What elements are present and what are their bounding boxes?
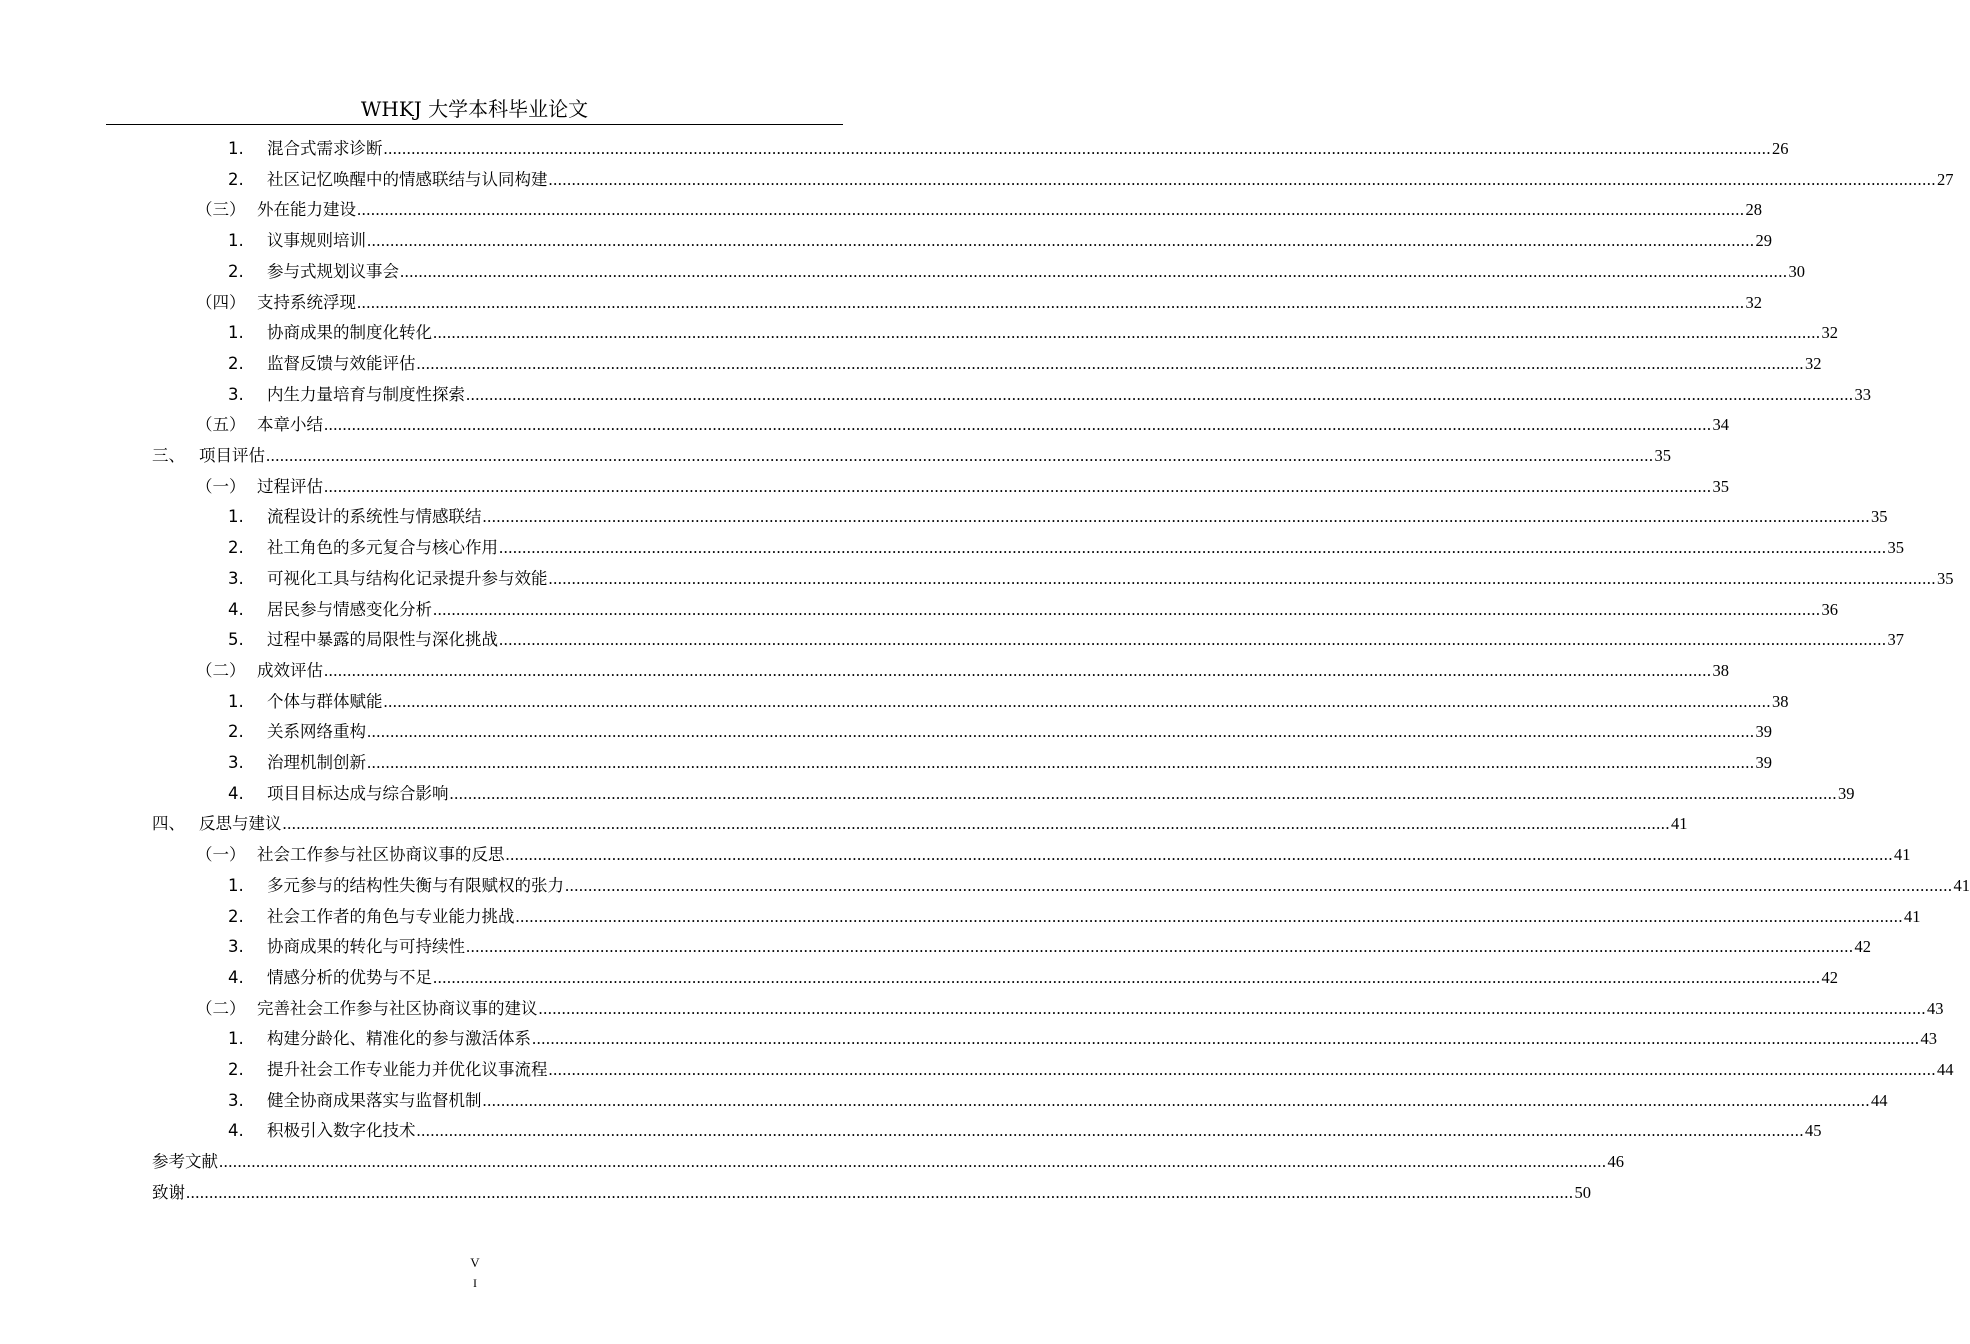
toc-page-number: 38 — [1712, 660, 1729, 680]
toc-page-number: 35 — [1887, 538, 1904, 558]
toc-entry-title: 项目目标达成与综合影响 — [267, 783, 449, 803]
toc-page-number: 41 — [1953, 875, 1970, 895]
toc-entry-number: 2. — [228, 353, 244, 373]
toc-entry-number: 4. — [228, 599, 244, 619]
toc-dot-leader: ............................................................................................................................................................................................................................................................................................................ — [357, 292, 1745, 312]
toc-entry-title: 混合式需求诊断 — [267, 139, 383, 158]
page-number: V — [470, 1255, 480, 1270]
toc-entry[interactable] — [0, 902, 1921, 932]
toc-entry-title: 治理机制创新 — [267, 753, 366, 772]
toc-dot-leader: ............................................................................................................................................................................................................................................................................................................ — [466, 384, 1854, 404]
toc-entry[interactable] — [0, 717, 1772, 747]
toc-entry-number: 2. — [228, 722, 244, 742]
toc-entry-number: （三） — [196, 200, 246, 220]
toc-entry[interactable] — [0, 963, 1838, 993]
toc-page-number: 30 — [1788, 261, 1805, 281]
page-header: WHKJ 大学本科毕业论文 — [360, 97, 589, 121]
toc-entry-title: 参与式规划议事会 — [267, 261, 399, 281]
toc-entry-number: 1. — [228, 139, 244, 158]
toc-entry[interactable] — [0, 533, 1904, 563]
toc-entry[interactable] — [0, 932, 1871, 962]
toc-dot-leader: ............................................................................................................................................................................................................................................................................................................ — [324, 660, 1712, 680]
toc-entry-number: 1. — [228, 875, 244, 895]
toc-entry[interactable] — [0, 380, 1871, 410]
toc-page-number: 26 — [1772, 139, 1789, 158]
toc-entry[interactable] — [0, 288, 1762, 318]
toc-entry-title: 本章小结 — [257, 415, 323, 435]
toc-page-number: 35 — [1871, 507, 1888, 527]
toc-entry-title: 完善社会工作参与社区协商议事的建议 — [257, 998, 538, 1018]
toc-entry-number: 1. — [228, 231, 244, 251]
toc-entry-title: 外在能力建设 — [257, 200, 356, 220]
toc-entry-number: 3. — [228, 1090, 244, 1110]
toc-entry-title: 协商成果的制度化转化 — [267, 323, 432, 343]
toc-page-number: 43 — [1920, 1029, 1937, 1049]
toc-entry-title: 社区记忆唤醒中的情感联结与认同构建 — [267, 169, 548, 189]
toc-entry[interactable] — [0, 318, 1838, 348]
toc-entry[interactable] — [0, 1116, 1822, 1146]
toc-entry-number: （一） — [196, 845, 246, 865]
toc-entry-number: 3. — [228, 937, 244, 957]
toc-dot-leader: ............................................................................................................................................................................................................................................................................................................ — [416, 353, 1804, 373]
toc-dot-leader: ............................................................................................................................................................................................................................................................................................................ — [548, 169, 1936, 189]
toc-entry-number: 2. — [228, 538, 244, 558]
toc-entry[interactable] — [0, 257, 1805, 287]
toc-dot-leader: ............................................................................................................................................................................................................................................................................................................ — [219, 1152, 1607, 1172]
toc-dot-leader: ............................................................................................................................................................................................................................................................................................................ — [367, 231, 1755, 251]
toc-entry[interactable] — [0, 1147, 1624, 1177]
toc-dot-leader: ............................................................................................................................................................................................................................................................................................................ — [548, 568, 1936, 588]
toc-entry-title: 构建分龄化、精准化的参与激活体系 — [267, 1029, 531, 1049]
toc-entry[interactable] — [0, 840, 1911, 870]
toc-dot-leader: ............................................................................................................................................................................................................................................................................................................ — [565, 875, 1953, 895]
toc-page-number: 45 — [1805, 1121, 1822, 1141]
toc-dot-leader: ............................................................................................................................................................................................................................................................................................................ — [505, 845, 1893, 865]
toc-dot-leader: ............................................................................................................................................................................................................................................................................................................ — [367, 753, 1755, 772]
toc-page-number: 39 — [1755, 753, 1772, 772]
toc-dot-leader: ............................................................................................................................................................................................................................................................................................................ — [499, 630, 1887, 650]
toc-entry[interactable] — [0, 871, 1970, 901]
toc-dot-leader: ............................................................................................................................................................................................................................................................................................................ — [416, 1121, 1804, 1141]
toc-entry-number: 1. — [228, 507, 244, 527]
toc-entry-title: 支持系统浮现 — [257, 292, 356, 312]
toc-page-number: 32 — [1805, 353, 1822, 373]
toc-entry-number: （一） — [196, 476, 246, 496]
toc-page-number: 50 — [1574, 1182, 1591, 1202]
toc-entry[interactable] — [0, 410, 1729, 440]
toc-entry[interactable] — [0, 564, 1954, 594]
toc-dot-leader: ............................................................................................................................................................................................................................................................................................................ — [499, 538, 1887, 558]
toc-entry-number: 2. — [228, 906, 244, 926]
toc-entry[interactable] — [0, 502, 1888, 532]
toc-entry-title: 内生力量培育与制度性探索 — [267, 384, 465, 404]
toc-page-number: 37 — [1887, 630, 1904, 650]
toc-entry-title: 致谢 — [152, 1182, 185, 1202]
toc-entry-title: 反思与建议 — [199, 814, 282, 834]
toc-entry-number: （二） — [196, 998, 246, 1018]
toc-entry-title: 可视化工具与结构化记录提升参与效能 — [267, 568, 548, 588]
toc-dot-leader: ............................................................................................................................................................................................................................................................................................................ — [433, 323, 1821, 343]
toc-entry-title: 过程中暴露的局限性与深化挑战 — [267, 630, 498, 650]
toc-dot-leader: ............................................................................................................................................................................................................................................................................................................ — [400, 261, 1788, 281]
toc-dot-leader: ............................................................................................................................................................................................................................................................................................................ — [383, 691, 1771, 711]
toc-entry[interactable] — [0, 165, 1954, 195]
toc-dot-leader: ............................................................................................................................................................................................................................................................................................................ — [449, 783, 1837, 803]
toc-entry[interactable] — [0, 595, 1838, 625]
toc-entry[interactable] — [0, 1055, 1954, 1085]
toc-dot-leader: ............................................................................................................................................................................................................................................................................................................ — [324, 415, 1712, 435]
toc-entry-title: 社工角色的多元复合与核心作用 — [267, 538, 498, 558]
toc-entry-number: 1. — [228, 323, 244, 343]
toc-entry[interactable] — [0, 1178, 1591, 1208]
toc-entry[interactable] — [0, 441, 1671, 471]
toc-page-number: 44 — [1937, 1060, 1954, 1079]
toc-entry-number: 5. — [228, 630, 244, 650]
toc-entry-title: 监督反馈与效能评估 — [267, 353, 416, 373]
toc-entry-number: （五） — [196, 415, 246, 435]
toc-page-number: 39 — [1755, 722, 1772, 742]
toc-page-number: 41 — [1671, 814, 1688, 834]
toc-entry-number: （四） — [196, 292, 246, 312]
toc-entry-title: 参考文献 — [152, 1152, 218, 1172]
toc-entry-title: 流程设计的系统性与情感联结 — [267, 507, 482, 527]
toc-page-number: 41 — [1894, 845, 1911, 865]
toc-entry[interactable] — [0, 1024, 1937, 1054]
toc-page-number: 39 — [1838, 783, 1855, 803]
toc-entry-title: 情感分析的优势与不足 — [267, 967, 432, 987]
toc-dot-leader: ............................................................................................................................................................................................................................................................................................................ — [324, 476, 1712, 496]
toc-dot-leader: ............................................................................................................................................................................................................................................................................................................ — [266, 446, 1654, 465]
toc-entry-title: 过程评估 — [257, 476, 323, 496]
toc-entry-number: 2. — [228, 1060, 244, 1079]
page-mark: I — [473, 1276, 477, 1290]
toc-entry[interactable] — [0, 779, 1855, 809]
toc-page-number: 34 — [1712, 415, 1729, 435]
toc-dot-leader: ............................................................................................................................................................................................................................................................................................................ — [538, 998, 1926, 1018]
toc-dot-leader: ............................................................................................................................................................................................................................................................................................................ — [357, 200, 1745, 220]
toc-dot-leader: ............................................................................................................................................................................................................................................................................................................ — [367, 722, 1755, 742]
toc-page-number: 35 — [1712, 476, 1729, 496]
toc-dot-leader: ............................................................................................................................................................................................................................................................................................................ — [548, 1060, 1936, 1079]
toc-dot-leader: ............................................................................................................................................................................................................................................................................................................ — [532, 1029, 1920, 1049]
toc-page-number: 36 — [1821, 599, 1838, 619]
toc-page-number: 38 — [1772, 691, 1789, 711]
toc-entry-title: 项目评估 — [199, 446, 265, 465]
toc-entry-title: 积极引入数字化技术 — [267, 1121, 416, 1141]
toc-entry-number: 1. — [228, 691, 244, 711]
toc-entry-title: 议事规则培训 — [267, 231, 366, 251]
toc-page-number: 42 — [1821, 967, 1838, 987]
toc-dot-leader: ............................................................................................................................................................................................................................................................................................................ — [466, 937, 1854, 957]
toc-dot-leader: ............................................................................................................................................................................................................................................................................................................ — [433, 967, 1821, 987]
toc-page-number: 27 — [1937, 169, 1954, 189]
toc-entry[interactable] — [0, 656, 1729, 686]
toc-dot-leader: ............................................................................................................................................................................................................................................................................................................ — [433, 599, 1821, 619]
toc-page-number: 41 — [1904, 906, 1921, 926]
toc-entry-title: 社会工作者的角色与专业能力挑战 — [267, 906, 515, 926]
toc-page-number: 32 — [1745, 292, 1762, 312]
toc-entry[interactable] — [0, 994, 1944, 1024]
toc-entry[interactable] — [0, 195, 1762, 225]
toc-entry-title: 关系网络重构 — [267, 722, 366, 742]
toc-page-number: 42 — [1854, 937, 1871, 957]
toc-entry[interactable] — [0, 472, 1729, 502]
toc-entry-title: 健全协商成果落实与监督机制 — [267, 1090, 482, 1110]
toc-entry-number: 3. — [228, 753, 244, 772]
toc-entry-number: 4. — [228, 967, 244, 987]
toc-page-number: 33 — [1854, 384, 1871, 404]
toc-entry-number: 2. — [228, 169, 244, 189]
toc-entry-title: 居民参与情感变化分析 — [267, 599, 432, 619]
toc-entry-number: 3. — [228, 568, 244, 588]
toc-page-number: 35 — [1937, 568, 1954, 588]
toc-entry[interactable] — [0, 134, 1789, 164]
toc-entry-number: 2. — [228, 261, 244, 281]
toc-entry-title: 社会工作参与社区协商议事的反思 — [257, 845, 505, 865]
toc-dot-leader: ............................................................................................................................................................................................................................................................................................................ — [482, 507, 1870, 527]
toc-page-number: 44 — [1871, 1090, 1888, 1110]
toc-entry-number: 1. — [228, 1029, 244, 1049]
toc-page-number: 29 — [1755, 231, 1772, 251]
toc-dot-leader: ............................................................................................................................................................................................................................................................................................................ — [515, 906, 1903, 926]
toc-entry-number: （二） — [196, 660, 246, 680]
toc-dot-leader: ............................................................................................................................................................................................................................................................................................................ — [186, 1182, 1574, 1202]
toc-dot-leader: ............................................................................................................................................................................................................................................................................................................ — [383, 139, 1771, 158]
toc-page-number: 43 — [1927, 998, 1944, 1018]
toc-entry[interactable] — [0, 809, 1688, 839]
toc-entry-number: 3. — [228, 384, 244, 404]
toc-entry[interactable] — [0, 349, 1822, 379]
toc-page-number: 46 — [1607, 1152, 1624, 1172]
toc-entry[interactable] — [0, 748, 1772, 778]
toc-entry[interactable] — [0, 625, 1904, 655]
toc-entry-title: 个体与群体赋能 — [267, 691, 383, 711]
toc-entry-title: 提升社会工作专业能力并优化议事流程 — [267, 1060, 548, 1079]
header-divider — [106, 124, 843, 125]
toc-entry[interactable] — [0, 687, 1789, 717]
toc-page-number: 35 — [1654, 446, 1671, 465]
toc-entry-number: 四、 — [152, 814, 185, 834]
toc-entry[interactable] — [0, 1086, 1888, 1116]
toc-entry-number: 4. — [228, 1121, 244, 1141]
toc-entry[interactable] — [0, 226, 1772, 256]
toc-page-number: 28 — [1745, 200, 1762, 220]
toc-entry-number: 三、 — [152, 446, 185, 465]
toc-page-number: 32 — [1821, 323, 1838, 343]
toc-entry-title: 成效评估 — [257, 660, 323, 680]
toc-dot-leader: ............................................................................................................................................................................................................................................................................................................ — [282, 814, 1670, 834]
toc-entry-title: 协商成果的转化与可持续性 — [267, 937, 465, 957]
toc-entry-title: 多元参与的结构性失衡与有限赋权的张力 — [267, 875, 564, 895]
toc-dot-leader: ............................................................................................................................................................................................................................................................................................................ — [482, 1090, 1870, 1110]
toc-entry-number: 4. — [228, 783, 244, 803]
